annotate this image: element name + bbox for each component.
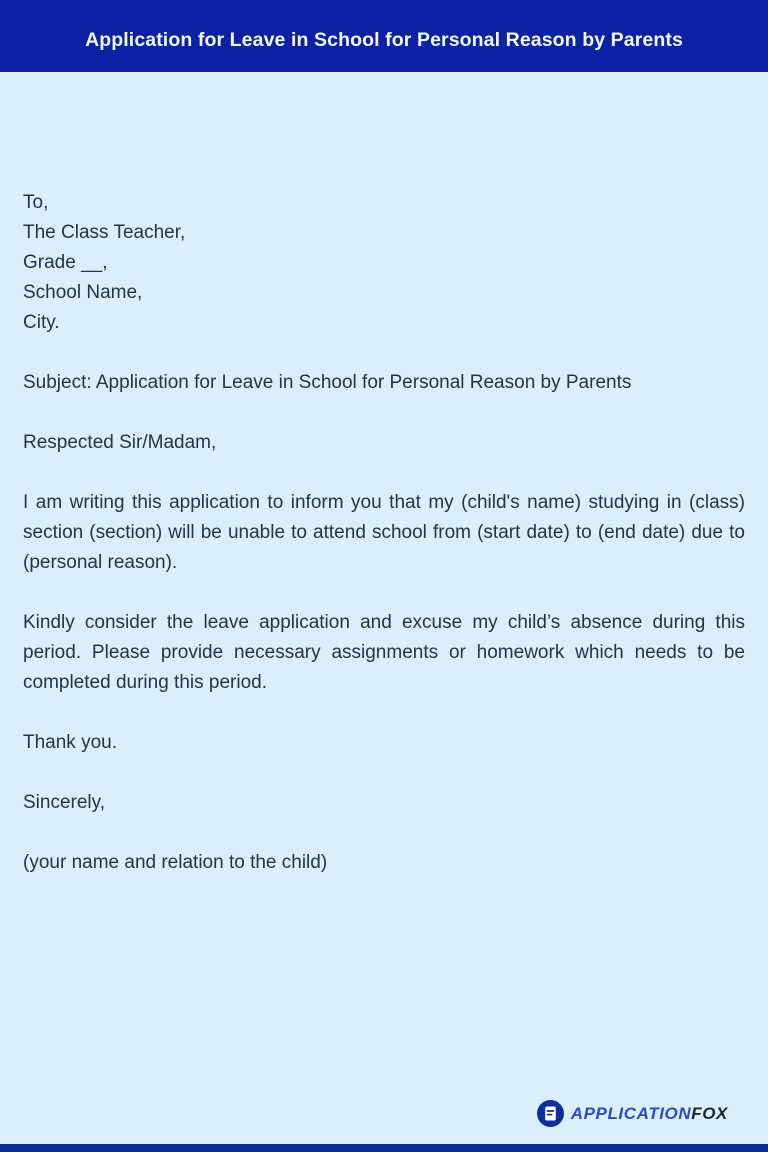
address-line: To,	[23, 192, 49, 213]
body-paragraph: Kindly consider the leave application and excuse my child’s absence during this period. Please provide necessary assignments or homework which needs to be completed during this period.	[23, 612, 745, 693]
letter-body	[0, 72, 768, 878]
address-line: City.	[23, 312, 60, 333]
address-block	[23, 188, 745, 338]
address-line: School Name,	[23, 282, 143, 303]
bottom-bar	[0, 1144, 768, 1152]
brand-logo	[537, 1100, 728, 1127]
document-icon	[537, 1100, 564, 1127]
sign-off-line: Sincerely,	[23, 792, 106, 813]
signature-placeholder: (your name and relation to the child)	[23, 852, 328, 873]
brand-wordmark-application: APPLICATION	[570, 1103, 692, 1123]
brand-wordmark	[571, 1104, 728, 1124]
body-paragraph: I am writing this application to inform you that my (child's name) studying in (class) section (section) will be unable to attend school from (start date) to (end date) due to (personal reason).	[23, 492, 745, 573]
title-bar	[0, 0, 768, 72]
thank-you-line: Thank you.	[23, 732, 117, 753]
address-line: The Class Teacher,	[23, 222, 186, 243]
address-line: Grade __,	[23, 252, 108, 273]
brand-wordmark-fox: FOX	[691, 1103, 728, 1123]
subject-line: Subject: Application for Leave in School for Personal Reason by Parents	[23, 372, 632, 393]
salutation: Respected Sir/Madam,	[23, 432, 217, 453]
page-title: Application for Leave in School for Personal Reason by Parents	[85, 28, 683, 51]
